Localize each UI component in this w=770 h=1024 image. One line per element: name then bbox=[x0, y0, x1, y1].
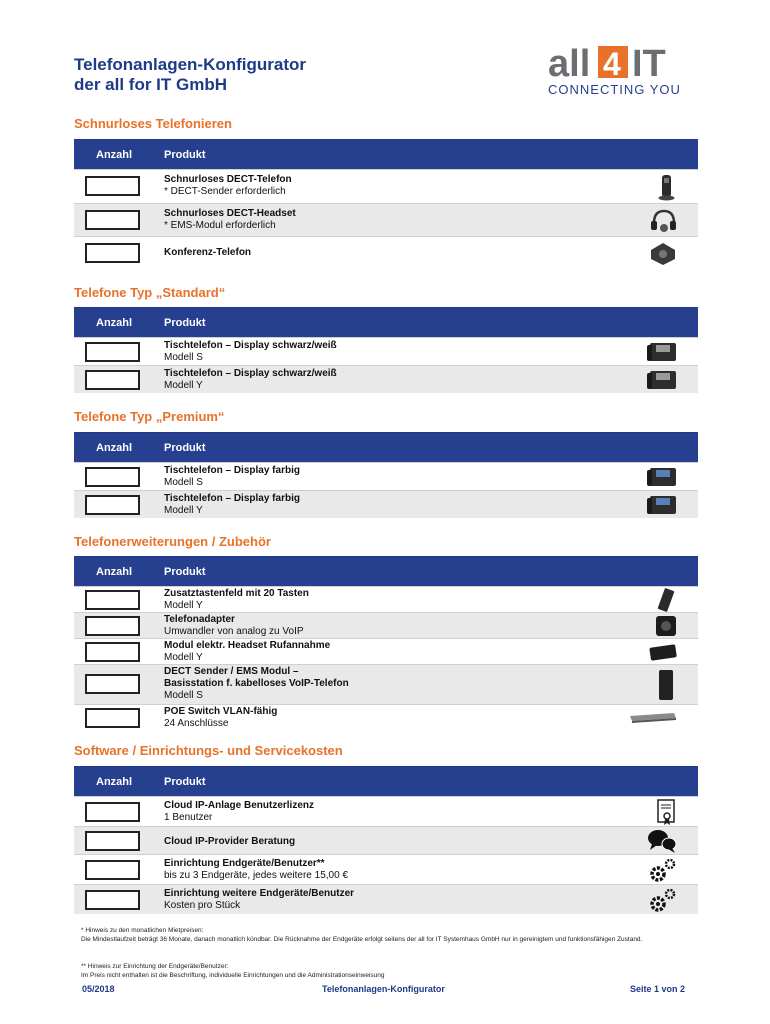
table-software bbox=[74, 766, 698, 914]
product-name: Cloud IP-Anlage Benutzerlizenz bbox=[164, 800, 315, 811]
product-name: Modul elektr. Headset Rufannahme bbox=[164, 640, 331, 651]
product-name: Telefonadapter bbox=[164, 614, 235, 625]
product-sub: Kosten pro Stück bbox=[164, 900, 241, 911]
section-title-software: Software / Einrichtungs- und Servicekosten bbox=[74, 743, 343, 758]
col-anzahl: Anzahl bbox=[96, 442, 133, 454]
product-sub: Modell Y bbox=[164, 505, 203, 516]
col-anzahl: Anzahl bbox=[96, 317, 133, 329]
table-header bbox=[74, 140, 698, 169]
table-row bbox=[74, 704, 698, 730]
product-name: Zusatztastenfeld mit 20 Tasten bbox=[164, 588, 309, 599]
table-row bbox=[74, 169, 698, 203]
color-phone-icon bbox=[646, 464, 678, 490]
col-anzahl: Anzahl bbox=[96, 776, 133, 788]
table-row bbox=[74, 337, 698, 365]
quantity-field[interactable] bbox=[85, 890, 140, 910]
col-produkt: Produkt bbox=[164, 776, 206, 788]
table-row bbox=[74, 664, 698, 704]
footer-page-number: Seite 1 von 2 bbox=[630, 984, 686, 994]
table-row bbox=[74, 884, 698, 914]
section-title-standard: Telefone Typ „Standard“ bbox=[74, 285, 226, 300]
table-extensions bbox=[74, 556, 698, 730]
quantity-field[interactable] bbox=[85, 674, 140, 694]
footnote-setup-title: ** Hinweis zur Einrichtung der Endgeräte/Benutzer: bbox=[81, 963, 229, 970]
product-sub: Modell Y bbox=[164, 652, 203, 663]
footer-title: Telefonanlagen-Konfigurator bbox=[322, 984, 445, 994]
table-row bbox=[74, 365, 698, 393]
product-sub: Modell Y bbox=[164, 600, 203, 611]
table-row bbox=[74, 236, 698, 270]
table-row bbox=[74, 796, 698, 826]
headset-icon bbox=[648, 207, 678, 235]
svg-text:all: all bbox=[548, 43, 591, 85]
col-produkt: Produkt bbox=[164, 317, 206, 329]
title-line-1: Telefonanlagen-Konfigurator bbox=[74, 55, 307, 74]
product-sub: * EMS-Modul erforderlich bbox=[164, 220, 276, 231]
title-line-2: der all for IT GmbH bbox=[74, 75, 228, 94]
table-row bbox=[74, 612, 698, 638]
chat-bubbles-icon bbox=[646, 828, 678, 854]
table-row bbox=[74, 826, 698, 854]
table-row bbox=[74, 638, 698, 664]
section-title-premium: Telefone Typ „Premium“ bbox=[74, 409, 225, 424]
company-logo bbox=[548, 40, 698, 98]
quantity-field[interactable] bbox=[85, 831, 140, 851]
table-row bbox=[74, 203, 698, 236]
col-produkt: Produkt bbox=[164, 149, 206, 161]
product-sub: bis zu 3 Endgeräte, jedes weitere 15,00 € bbox=[164, 870, 349, 881]
table-header bbox=[74, 557, 698, 586]
product-sub: 24 Anschlüsse bbox=[164, 718, 229, 729]
section-title-extensions: Telefonerweiterungen / Zubehör bbox=[74, 534, 271, 549]
footnote-setup-text: Im Preis nicht enthalten ist die Beschriftung, individuelle Einrichtungen und die Administrationseinweisung bbox=[81, 972, 385, 979]
table-standard bbox=[74, 307, 698, 393]
table-row bbox=[74, 462, 698, 490]
product-name: Tischtelefon – Display farbig bbox=[164, 493, 300, 504]
product-name: DECT Sender / EMS Modul – bbox=[164, 666, 299, 677]
svg-text:4: 4 bbox=[603, 46, 621, 82]
footnote-rental-text: Die Mindestlaufzeit beträgt 36 Monate, danach monatlich kündbar. Die Rücknahme der Endgeräte erfolgt seitens der all for IT Systemhaus GmbH nur in gereinigtem und funktionsfähigen Zustand. bbox=[81, 936, 643, 943]
quantity-field[interactable] bbox=[85, 860, 140, 880]
svg-text:IT: IT bbox=[632, 43, 666, 85]
base-station-icon bbox=[654, 669, 678, 701]
footnote-rental bbox=[81, 926, 681, 944]
quantity-field[interactable] bbox=[85, 370, 140, 390]
expansion-module-icon bbox=[654, 588, 678, 612]
quantity-field[interactable] bbox=[85, 708, 140, 728]
product-sub: Modell S bbox=[164, 477, 203, 488]
dect-phone-icon bbox=[654, 173, 678, 201]
desk-phone-icon bbox=[646, 339, 678, 365]
conference-phone-icon bbox=[648, 241, 678, 267]
product-name: Konferenz-Telefon bbox=[164, 247, 252, 258]
product-name: Tischtelefon – Display schwarz/weiß bbox=[164, 368, 337, 379]
product-name: Schnurloses DECT-Telefon bbox=[164, 174, 292, 185]
product-sub: Modell S bbox=[164, 690, 203, 701]
license-icon bbox=[654, 799, 678, 827]
product-name: Einrichtung weitere Endgeräte/Benutzer bbox=[164, 888, 355, 899]
section-title-cordless: Schnurloses Telefonieren bbox=[74, 116, 232, 131]
product-name: Tischtelefon – Display schwarz/weiß bbox=[164, 340, 337, 351]
color-phone-icon bbox=[646, 492, 678, 518]
product-sub: * DECT-Sender erforderlich bbox=[164, 186, 286, 197]
switch-icon bbox=[628, 711, 678, 723]
adapter-icon bbox=[654, 614, 678, 638]
ehs-module-icon bbox=[648, 642, 678, 662]
col-produkt: Produkt bbox=[164, 442, 206, 454]
quantity-field[interactable] bbox=[85, 642, 140, 662]
col-anzahl: Anzahl bbox=[96, 149, 133, 161]
quantity-field[interactable] bbox=[85, 616, 140, 636]
quantity-field[interactable] bbox=[85, 590, 140, 610]
product-sub: Umwandler von analog zu VoIP bbox=[164, 626, 304, 637]
gears-icon bbox=[648, 887, 678, 913]
svg-text:CONNECTING YOU: CONNECTING YOU bbox=[548, 82, 681, 97]
product-name: Cloud IP-Provider Beratung bbox=[164, 836, 296, 847]
product-name-line2: Basisstation f. kabelloses VoIP-Telefon bbox=[164, 678, 349, 689]
quantity-field[interactable] bbox=[85, 802, 140, 822]
product-name: POE Switch VLAN-fähig bbox=[164, 706, 278, 717]
desk-phone-icon bbox=[646, 367, 678, 393]
table-row bbox=[74, 490, 698, 518]
quantity-field[interactable] bbox=[85, 243, 140, 263]
table-header bbox=[74, 433, 698, 462]
col-produkt: Produkt bbox=[164, 566, 206, 578]
table-premium bbox=[74, 432, 698, 518]
gears-icon bbox=[648, 857, 678, 883]
table-cordless bbox=[74, 139, 698, 270]
table-row bbox=[74, 854, 698, 884]
quantity-field[interactable] bbox=[85, 176, 140, 196]
product-name: Tischtelefon – Display farbig bbox=[164, 465, 300, 476]
table-header bbox=[74, 767, 698, 796]
quantity-field[interactable] bbox=[85, 495, 140, 515]
footnote-rental-title: * Hinweis zu den monatlichen Mietpreisen: bbox=[81, 927, 204, 934]
product-sub: 1 Benutzer bbox=[164, 812, 213, 823]
product-sub: Modell Y bbox=[164, 380, 203, 391]
product-name: Schnurloses DECT-Headset bbox=[164, 208, 296, 219]
footer-date: 05/2018 bbox=[82, 984, 115, 994]
quantity-field[interactable] bbox=[85, 342, 140, 362]
table-header bbox=[74, 308, 698, 337]
col-anzahl: Anzahl bbox=[96, 566, 133, 578]
page-title bbox=[74, 55, 306, 95]
quantity-field[interactable] bbox=[85, 467, 140, 487]
footnote-setup bbox=[81, 962, 681, 980]
product-sub: Modell S bbox=[164, 352, 203, 363]
product-name: Einrichtung Endgeräte/Benutzer** bbox=[164, 858, 325, 869]
table-row bbox=[74, 586, 698, 612]
quantity-field[interactable] bbox=[85, 210, 140, 230]
